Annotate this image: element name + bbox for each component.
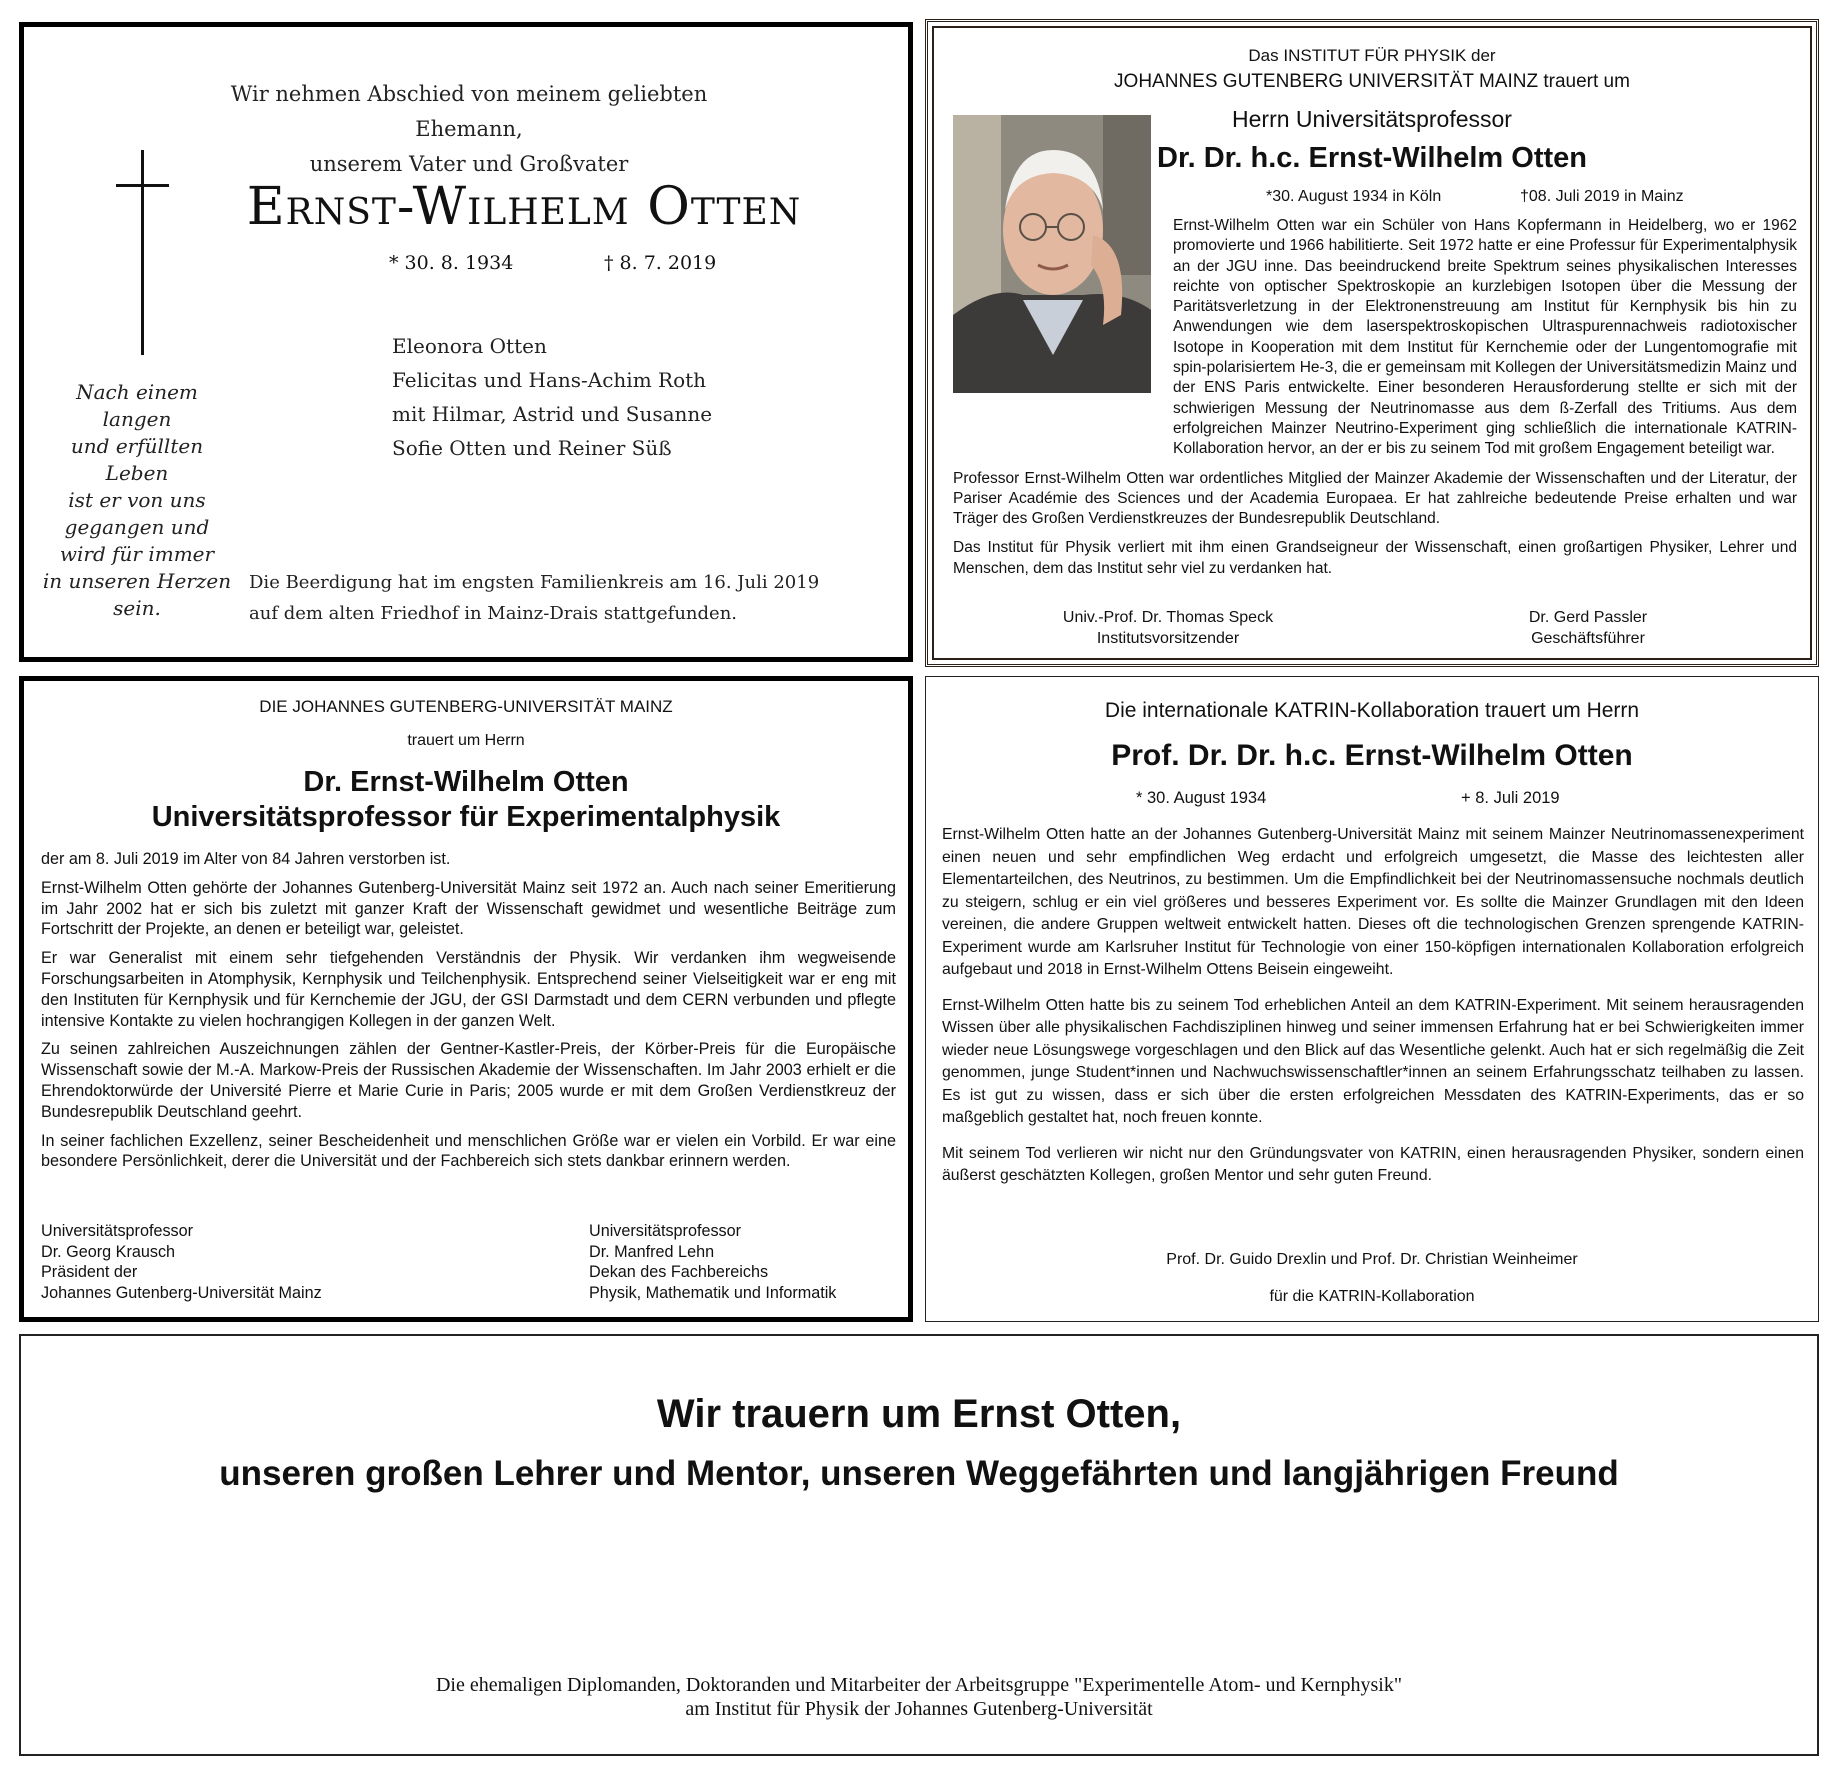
paragraph: Ernst-Wilhelm Otten war ein Schüler von Hans Kopfermann in Heidelberg, wo er 1962 promovierte und 1966 habilitierte. Seit 1972 hatte er eine Professur für Experimentalphysik an der JGU inne. Das beeindruckend breite Spektrum seines physikalischen Interesses reichte von optischer Spektroskopie an kurzlebigen Isotopen über die Messung der Paritätsverletzung in der Elektronenstreuung am Institut für Kernphysik bis hin zu Anwendungen wie dem laserspektroskopischen Ultraspurennachweis radiotoxischer Isotope in Kooperation mit dem Institut für Kernchemie oder der Lungentomografie mit spin-polarisiertem He-3, die er gemeinsam mit Kollegen der Universitätsmedizin Mainz und der ENS Paris entwickelte. Einer besonderen Herausforderung stellte er sich mit der schwierigen Messung der Neutrinomasse aus dem ß-Zerfall des Tritiums. Aus dem erfolgreichen Mainzer Neutrino-Experiment ging schließlich die internationale KATRIN-Kollaboration hervor, an der er bis zu seinem Tod mit großem Engagement beteiligt war. (1173, 217, 1797, 458)
mourning-line: trauert um Herrn (407, 732, 525, 749)
headline: Wir trauern um Ernst Otten, (656, 1392, 1182, 1436)
paragraph: der am 8. Juli 2019 im Alter von 84 Jahren verstorben ist. (41, 850, 451, 868)
footer-line: Die ehemaligen Diplomanden, Doktoranden und Mitarbeiter der Arbeitsgruppe "Experimentelle Atom- und Kernphysik" (435, 1674, 1403, 1696)
university-text (41, 849, 896, 1180)
deceased-name: Dr. Ernst-Wilhelm Otten (303, 766, 629, 798)
paragraph: Professor Ernst-Wilhelm Otten war ordentliches Mitglied der Mainzer Akademie der Wissenschaften und der Literatur, der Pariser Académie des Sciences und der Academia Europaea. Er hat zahlreiche bedeutende Preise erhalten und war Träger des Großen Verdienstkreuzes der Bundesrepublik Deutschland. (953, 469, 1797, 528)
deceased-name: Ernst-Wilhelm Otten (246, 177, 802, 237)
institute-text (953, 216, 1797, 579)
birth-date: * 30. 8. 1934 (389, 252, 514, 274)
birth-date: *30. August 1934 in Köln (1266, 188, 1442, 205)
family-member: Eleonora Otten (392, 334, 547, 358)
deceased-name: Dr. Dr. h.c. Ernst-Wilhelm Otten (1157, 142, 1587, 174)
deceased-title-block (24, 765, 908, 835)
burial-note: Die Beerdigung hat im engsten Familienkreis am 16. Juli 2019 auf dem alten Friedhof in Mainz-Drais stattgefunden. (249, 572, 820, 624)
signature-right: Universitätsprofessor Dr. Manfred Lehn Dekan des Fachbereichs Physik, Mathematik und Informatik (589, 1222, 837, 1302)
cross-icon (141, 150, 144, 355)
death-date: †08. Juli 2019 in Mainz (1520, 188, 1684, 205)
paragraph: In seiner fachlichen Exzellenz, seiner Bescheidenheit und menschlichen Größe war er vielen ein Vorbild. Er war eine besondere Persönlichkeit, derer die Universität und der Fachbereich sich stets dankbar erinnern werden. (41, 1131, 896, 1171)
footer-line: am Institut für Physik der Johannes Gutenberg-Universität (685, 1698, 1153, 1720)
family-obituary (19, 22, 913, 662)
paragraph: Mit seinem Tod verlieren wir nicht nur den Gründungsvater von KATRIN, einen herausragenden Physiker, sondern einen äußerst geschätzten Kollegen, großen Mentor und sehr guten Freund. (942, 1144, 1804, 1184)
signature-left: Univ.-Prof. Dr. Thomas Speck Institutsvorsitzender (1062, 609, 1274, 647)
family-members (392, 329, 712, 465)
paragraph: Zu seinen zahlreichen Auszeichnungen zählen der Gentner-Kastler-Preis, der Körber-Preis für die Europäische Wissenschaft sowie der M.-A. Markow-Preis der Russischen Akademie der Wissenschaften. Im Jahr 2003 erhielt er die Ehrendoktorwürde der Université Pierre et Marie Curie in Paris; 2005 wurde er mit dem Großen Verdienstkreuz der Bundesrepublik Deutschland geehrt. (41, 1040, 896, 1121)
institute-obituary (925, 19, 1819, 667)
subheadline: unseren großen Lehrer und Mentor, unseren Weggefährten und langjährigen Freund (219, 1454, 1619, 1493)
university-header: JOHANNES GUTENBERG UNIVERSITÄT MAINZ trauert um (1114, 71, 1630, 92)
signatories-affiliation: für die KATRIN-Kollaboration (1269, 1288, 1475, 1305)
deceased-title: Universitätsprofessor für Experimentalphysik (151, 801, 781, 833)
katrin-obituary (925, 676, 1819, 1322)
paragraph: Das Institut für Physik verliert mit ihm einen Grandseigneur der Wissenschaft, einen großartigen Physiker, Lehrer und Menschen, dem das Institut sehr viel zu verdanken hat. (953, 539, 1797, 577)
institute-header: Das INSTITUT FÜR PHYSIK der (1248, 46, 1496, 65)
cross-icon-bar (116, 184, 169, 187)
family-member: Sofie Otten und Reiner Süß (392, 436, 672, 460)
signature-left: Universitätsprofessor Dr. Georg Krausch Präsident der Johannes Gutenberg-Universität Mainz (41, 1222, 322, 1302)
family-intro: Wir nehmen Abschied von meinem geliebten Ehemann, unserem Vater und Großvater (230, 82, 708, 176)
signatories: Prof. Dr. Guido Drexlin und Prof. Dr. Christian Weinheimer (1166, 1251, 1578, 1268)
paragraph: Er war Generalist mit einem sehr tiefgehenden Verständnis der Physik. Wir verdanken ihm wegweisende Forschungsarbeiten in Atomphysik, Kernphysik und Teilchenphysik. Entsprechend seiner Vielseitigkeit war er eng mit den Instituten für Kernphysik und für Kernchemie der JGU, der GSI Darmstadt und dem CERN verbunden und pflegte intensive Kontakte zu vielen hochrangigen Kollegen in der ganzen Welt. (41, 949, 896, 1030)
paragraph: Ernst-Wilhelm Otten hatte an der Johannes Gutenberg-Universität Mainz mit seinem Mainzer Neutrinomassenexperiment einen neuen und sehr empfindlichen Weg erdacht und erfolgreich umgesetzt, die Masse des leichtesten aller Elementarteilchen, des Neutrinos, zu bestimmen. Um die Empfindlichkeit bei der Neutrinomassensuche nochmals deutlich zu steigern, schlug er ein viel größeres und besseres Experiment vor. Es sollte die Mainzer Grundlagen mit den Ideen vereinen, die andere Gruppen weltweit entwickelt hatten. Dieses oft die technologischen Grenzen sprengende KATRIN-Experiment wurde am Karlsruher Institut für Technologie von einer 150-köpfigen internationalen Kollaboration erfolgreich aufgebaut und 2018 in Ernst-Wilhelm Ottens Beisein eingeweiht. (942, 826, 1804, 978)
university-obituary (19, 676, 913, 1322)
birth-date: * 30. August 1934 (1136, 789, 1267, 807)
students-obituary (19, 1334, 1819, 1756)
honorific: Herrn Universitätsprofessor (1232, 106, 1512, 132)
paragraph: Ernst-Wilhelm Otten gehörte der Johannes Gutenberg-Universität Mainz seit 1972 an. Auch nach seiner Emeritierung im Jahr 2002 hat er sich bis zuletzt mit ganzer Kraft der Wissenschaft gewidmet und wesentliche Beiträge zum Fortschritt der Projekte, an denen er beteiligt war, geleistet. (41, 878, 896, 939)
family-member: mit Hilmar, Astrid und Susanne (392, 402, 713, 426)
katrin-header: Die internationale KATRIN-Kollaboration trauert um Herrn (1104, 699, 1640, 722)
death-date: † 8. 7. 2019 (604, 252, 717, 274)
memorial-quote: Nach einem langen und erfüllten Leben ist er von uns gegangen und wird für immer in unseren Herzen sein. (42, 380, 232, 620)
family-member: Felicitas und Hans-Achim Roth (392, 368, 707, 392)
paragraph: Ernst-Wilhelm Otten hatte bis zu seinem Tod erheblichen Anteil an dem KATRIN-Experiment. Mit seinem herausragenden Wissen über alle physikalischen Fachdisziplinen hinweg und seiner immensen Erfahrung hat er bei Schwierigkeiten immer wieder neue Lösungswege vorgeschlagen und den Blick auf das Wesentliche gelenkt. Auch hat er sich regelmäßig die Zeit genommen, junge Student*innen und Nachwuchswissenschaftler*innen an seinem Erfahrungsschatz teilhaben zu lassen. Es ist gut zu wissen, dass er sich über die ersten erfolgreichen Messdaten des KATRIN-Experiments, das er so maßgeblich gestaltet hat, noch freuen konnte. (942, 996, 1804, 1126)
university-header: DIE JOHANNES GUTENBERG-UNIVERSITÄT MAINZ (259, 697, 673, 716)
signature-right: Dr. Gerd Passler Geschäftsführer (1528, 609, 1648, 647)
death-date: + 8. Juli 2019 (1461, 789, 1560, 807)
katrin-text (942, 824, 1804, 1201)
deceased-name: Prof. Dr. Dr. h.c. Ernst-Wilhelm Otten (1111, 739, 1633, 772)
